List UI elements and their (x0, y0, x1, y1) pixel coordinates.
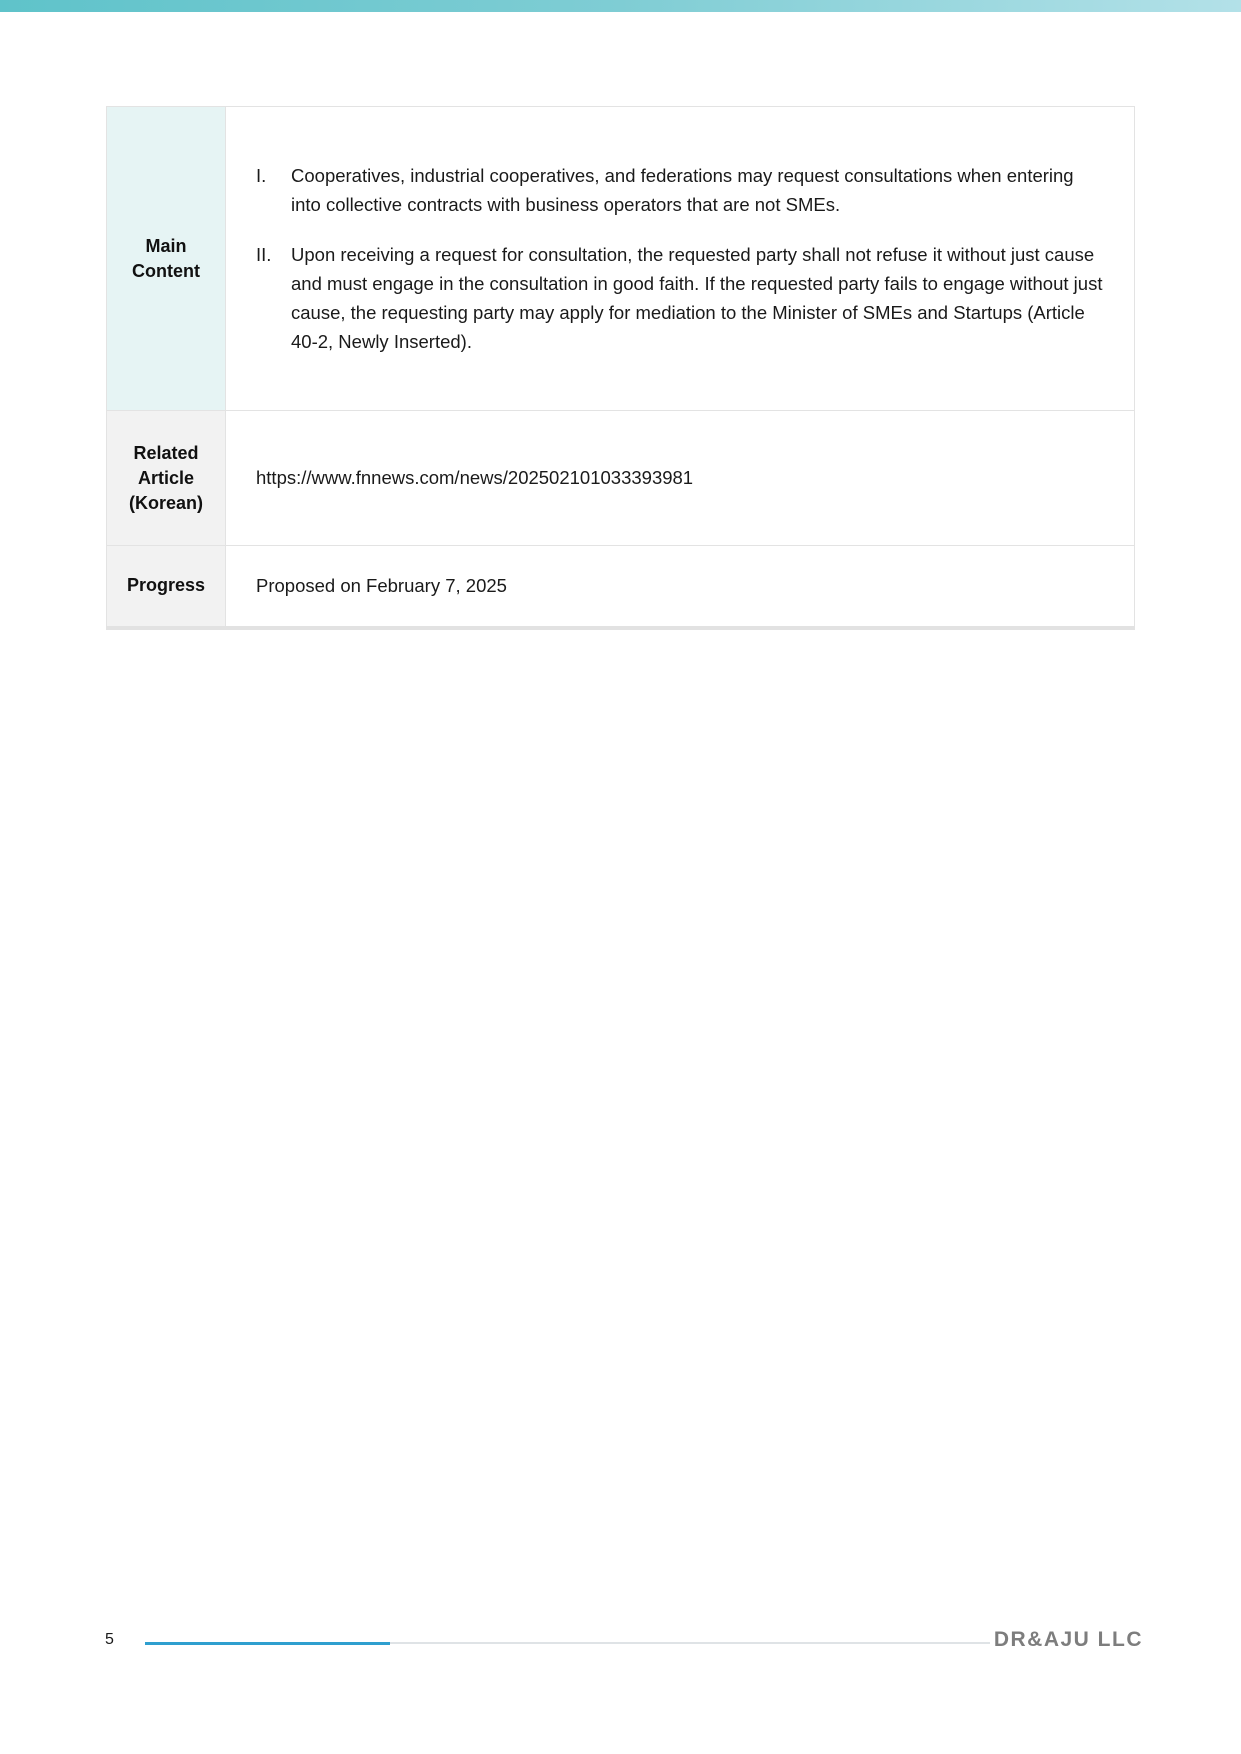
clause-number: II. (256, 244, 272, 265)
page-number: 5 (105, 1631, 114, 1648)
clause-number: I. (256, 165, 267, 186)
clause-item (256, 161, 1106, 219)
clause-text: Cooperatives, industrial cooperatives, and federations may request consultations when entering into collective contracts with business operators that are not SMEs. (291, 165, 1074, 215)
main-content-label-line1: Main (145, 235, 187, 256)
table-row-related-article (107, 411, 1135, 546)
top-accent-bar (0, 0, 1241, 12)
related-article-link[interactable]: https://www.fnnews.com/news/202502101033393981 (256, 467, 694, 488)
table-row-progress (107, 546, 1135, 628)
row-label-main-content (107, 107, 226, 411)
reading-progress-fill (145, 1642, 390, 1645)
reading-progress-track (145, 1642, 990, 1644)
main-content-cell (226, 107, 1135, 411)
related-article-cell (226, 411, 1135, 546)
table-row-main-content (107, 107, 1135, 411)
progress-cell (226, 546, 1135, 628)
related-article-label: Related Article (Korean) (128, 442, 203, 513)
progress-label: Progress (126, 575, 206, 596)
progress-status-text: Proposed on February 7, 2025 (256, 574, 507, 596)
clause-text: Upon receiving a request for consultation, the requested party shall not refuse it without just cause and must engage in the consultation in good faith. If the requested party fails to engage without just cause, the requesting party may apply for mediation to the Minister of SMEs and Startups (Article 40-2, Newly Inserted). (291, 244, 1103, 352)
row-label-related-article (107, 411, 226, 546)
bill-info-table (106, 106, 1135, 630)
footer-brand-logo: DR&AJU LLC (993, 1628, 1143, 1651)
main-content-label-line2: Content (132, 260, 200, 281)
row-label-progress (107, 546, 226, 628)
clause-item (256, 240, 1106, 356)
page-footer (0, 1628, 1241, 1658)
clause-list (256, 161, 1106, 356)
